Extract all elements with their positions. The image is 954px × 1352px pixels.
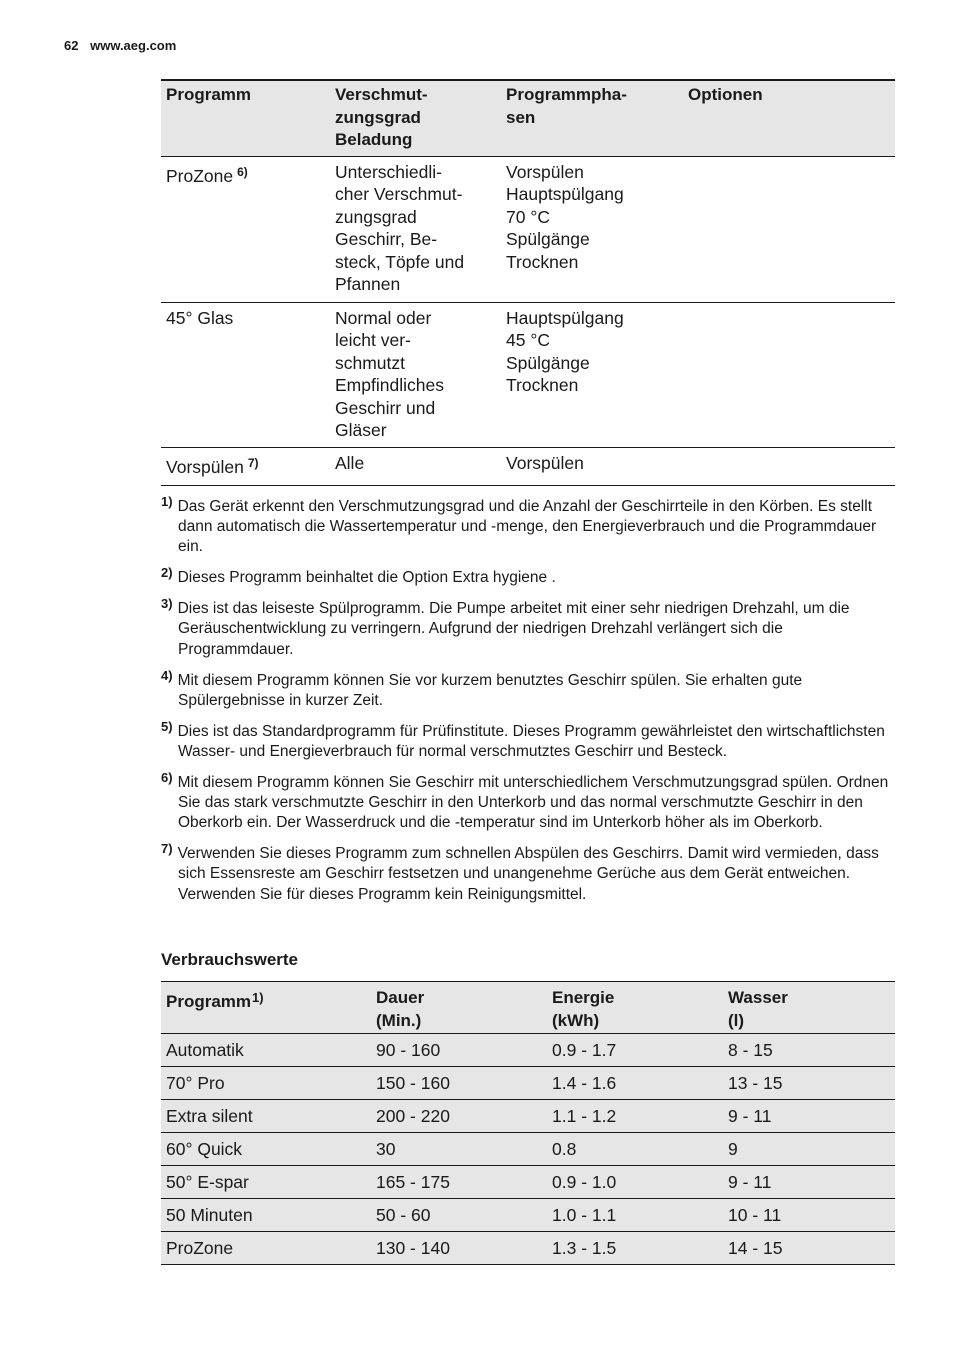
footnote-number: 7) [161, 841, 173, 857]
col-header-programm [161, 982, 371, 1034]
footnote-item [161, 594, 895, 659]
phases-cell: Vorspülen [501, 448, 683, 486]
col-header-programmphasen: Programmpha- sen [501, 80, 683, 156]
program-cell [161, 448, 330, 486]
table-row [161, 156, 895, 302]
footnote-item [161, 717, 895, 762]
program-table-header [161, 80, 895, 156]
footnote-text: Das Gerät erkennt den Verschmutzungsgrad und die Anzahl der Geschirrteile in den Körben. Es stellt dann automatisch die Wassertemperatur und -menge, den Energieverbrauch und die Programmdauer ein. [177, 498, 877, 556]
col-header-optionen: Optionen [683, 80, 895, 156]
table-row [161, 1199, 895, 1232]
footnote-number: 2) [161, 565, 173, 581]
col-header-verschmutzungsgrad: Verschmut- zungsgrad Beladung [330, 80, 501, 156]
footnote-ref: 1) [252, 990, 264, 1005]
footnote-ref: 7) [247, 456, 259, 471]
col-header-dauer: Dauer (Min.) [371, 982, 547, 1034]
program-name: Vorspülen [166, 457, 244, 478]
footnote-number: 6) [161, 770, 173, 786]
duration-cell: 90 - 160 [371, 1034, 547, 1067]
footnote-number: 3) [161, 596, 173, 612]
energy-cell: 1.0 - 1.1 [547, 1199, 723, 1232]
energy-cell: 1.3 - 1.5 [547, 1232, 723, 1265]
energy-cell: 0.9 - 1.7 [547, 1034, 723, 1067]
table-row [161, 1166, 895, 1199]
water-cell: 10 - 11 [723, 1199, 895, 1232]
footnote-item [161, 839, 895, 904]
program-table [161, 79, 895, 486]
duration-cell: 50 - 60 [371, 1199, 547, 1232]
energy-cell: 1.1 - 1.2 [547, 1100, 723, 1133]
water-cell: 9 [723, 1133, 895, 1166]
options-cell [683, 156, 895, 302]
water-cell: 9 - 11 [723, 1100, 895, 1133]
table-row [161, 302, 895, 448]
program-cell: 50° E-spar [161, 1166, 371, 1199]
program-cell: 60° Quick [161, 1133, 371, 1166]
water-cell: 8 - 15 [723, 1034, 895, 1067]
footnote-number: 1) [161, 494, 173, 509]
consumption-table [161, 981, 895, 1265]
footnotes [161, 492, 895, 911]
col-header-energie: Energie (kWh) [547, 982, 723, 1034]
table-row [161, 1067, 895, 1100]
water-cell: 13 - 15 [723, 1067, 895, 1100]
consumption-table-header [161, 982, 895, 1034]
duration-cell: 130 - 140 [371, 1232, 547, 1265]
duration-cell: 30 [371, 1133, 547, 1166]
col-header-programm: Programm [161, 80, 330, 156]
program-cell: 70° Pro [161, 1067, 371, 1100]
options-cell [683, 302, 895, 448]
program-cell [161, 302, 330, 448]
table-row [161, 1100, 895, 1133]
website-url: www.aeg.com [90, 38, 177, 53]
footnote-text: Mit diesem Programm können Sie Geschirr mit unterschiedlichem Verschmutzungsgrad spülen. Ordnen Sie das stark verschmutzte Geschirr in den Unterkorb und das normal verschmutzte Geschirr in den Oberkorb ein. Der Wasserdruck und die -temperatur sind im Unterkorb höher als im Oberkorb. [177, 774, 889, 832]
table-row [161, 1232, 895, 1265]
duration-cell: 165 - 175 [371, 1166, 547, 1199]
header-label: Programm [166, 992, 252, 1011]
table-row [161, 1034, 895, 1067]
program-cell: 50 Minuten [161, 1199, 371, 1232]
footnote-number: 5) [161, 718, 173, 734]
footnote-item [161, 768, 895, 833]
table-row [161, 448, 895, 486]
footnote-number: 4) [161, 667, 173, 683]
water-cell: 14 - 15 [723, 1232, 895, 1265]
page-number: 62 [64, 38, 79, 53]
soil-cell: Unterschiedli- cher Verschmut- zungsgrad Geschirr, Be- steck, Töpfe und Pfannen [330, 156, 501, 302]
col-header-wasser: Wasser (l) [723, 982, 895, 1034]
footnote-item [161, 666, 895, 711]
footnote-text: Dies ist das Standardprogramm für Prüfinstitute. Dieses Programm gewährleistet den wirtschaftlichsten Wasser- und Energieverbrauch für normal verschmutztes Geschirr und Besteck. [177, 722, 885, 760]
duration-cell: 150 - 160 [371, 1067, 547, 1100]
program-name: ProZone [166, 165, 234, 186]
water-cell: 9 - 11 [723, 1166, 895, 1199]
program-cell: Automatik [161, 1034, 371, 1067]
energy-cell: 0.9 - 1.0 [547, 1166, 723, 1199]
footnote-item [161, 492, 895, 557]
program-name: 45° Glas [166, 307, 234, 328]
footnote-ref: 6) [237, 164, 248, 179]
table-row [161, 1133, 895, 1166]
options-cell [683, 448, 895, 486]
footnote-text: Mit diesem Programm können Sie vor kurzem benutztes Geschirr spülen. Sie erhalten gute Spülergebnisse in kurzer Zeit. [177, 671, 803, 709]
footnote-text: Verwenden Sie dieses Programm zum schnellen Abspülen des Geschirrs. Damit wird vermieden, dass sich Essensreste am Geschirr festsetzen und unangenehme Gerüche aus dem Gerät entweichen. Verwenden Sie für dieses Programm kein Reinigungsmittel. [177, 845, 879, 903]
phases-cell: Hauptspülgang 45 °C Spülgänge Trocknen [501, 302, 683, 448]
energy-cell: 0.8 [547, 1133, 723, 1166]
footnote-text: Dies ist das leiseste Spülprogramm. Die Pumpe arbeitet mit einer sehr niedrigen Drehzahl, um die Geräuschentwicklung zu verringern. Aufgrund der niedrigen Drehzahl verlängert sich die Programmdauer. [177, 600, 850, 658]
footnote-item [161, 563, 895, 588]
energy-cell: 1.4 - 1.6 [547, 1067, 723, 1100]
program-cell [161, 156, 330, 302]
soil-cell: Alle [330, 448, 501, 486]
section-title-consumption: Verbrauchswerte [161, 950, 299, 969]
phases-cell: Vorspülen Hauptspülgang 70 °C Spülgänge Trocknen [501, 156, 683, 302]
program-cell: ProZone [161, 1232, 371, 1265]
program-cell: Extra silent [161, 1100, 371, 1133]
soil-cell: Normal oder leicht ver- schmutzt Empfindliches Geschirr und Gläser [330, 302, 501, 448]
duration-cell: 200 - 220 [371, 1100, 547, 1133]
page-header [64, 38, 184, 53]
footnote-text: Dieses Programm beinhaltet die Option Extra hygiene . [177, 569, 556, 587]
